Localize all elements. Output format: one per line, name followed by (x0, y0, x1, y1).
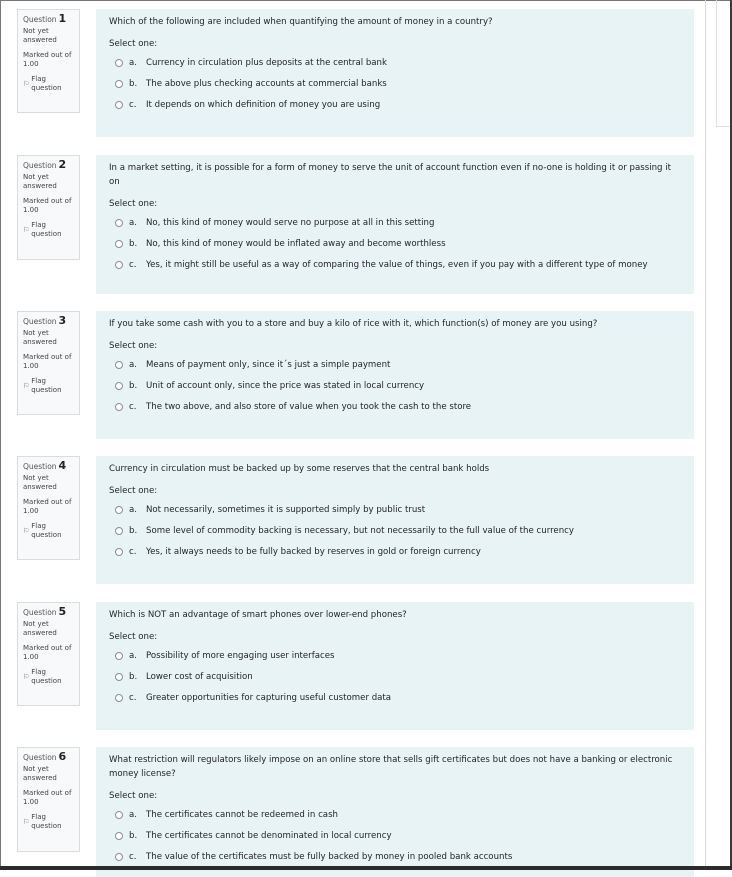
answer-letter: b. (129, 830, 138, 841)
question-content (96, 602, 694, 730)
answer-letter: c. (129, 692, 137, 703)
question-text: What restriction will regulators likely impose on an online store that sells gift certificates but does not have a banking or electronic money license? (109, 755, 673, 779)
radio-button[interactable] (115, 652, 123, 660)
flag-icon[interactable]: ⚐ (23, 672, 30, 681)
answer-option-a[interactable] (109, 212, 681, 233)
answer-text: Not necessarily, sometimes it is supported simply by public trust (146, 504, 426, 515)
answer-text: Unit of account only, since the price was stated in local currency (146, 380, 425, 391)
select-one-prompt: Select one: (109, 39, 158, 49)
question-label: Question (23, 15, 57, 24)
question-number (23, 461, 74, 471)
question-label: Question (23, 608, 57, 617)
answer-options (109, 212, 681, 275)
flag-row[interactable] (23, 813, 74, 831)
radio-button[interactable] (115, 527, 123, 535)
flag-row[interactable] (23, 377, 74, 395)
question-text: If you take some cash with you to a store and buy a kilo of rice with it, which function(s) of money are you using? (109, 319, 598, 329)
question-number (23, 14, 74, 24)
answer-letter: a. (129, 650, 137, 661)
question-num: 2 (58, 158, 67, 171)
question-text: In a market setting, it is possible for a form of money to serve the unit of account function even if no-one is holding it or passing it on (109, 163, 671, 187)
flag-question-link[interactable] (23, 75, 74, 93)
question-number (23, 752, 74, 762)
question-grade: Marked out of 1.00 (23, 789, 72, 806)
select-one-prompt: Select one: (109, 341, 158, 351)
radio-button[interactable] (115, 694, 123, 702)
radio-button[interactable] (115, 403, 123, 411)
flag-icon[interactable]: ⚐ (23, 79, 30, 88)
flag-label[interactable]: Flag question (31, 377, 62, 394)
answer-text: Some level of commodity backing is necessary, but not necessarily to the full value of the currency (146, 525, 574, 536)
answer-letter: c. (129, 851, 137, 862)
question-content (96, 456, 694, 584)
answer-option-b[interactable] (109, 73, 681, 94)
answer-text: No, this kind of money would serve no purpose at all in this setting (146, 217, 435, 228)
question-num: 6 (58, 750, 67, 763)
question-num: 1 (58, 12, 67, 25)
answer-option-b[interactable] (109, 825, 681, 846)
answer-option-b[interactable] (109, 666, 681, 687)
flag-label[interactable]: Flag question (31, 813, 62, 830)
answer-options (109, 645, 681, 708)
question-state: Not yet answered (23, 474, 57, 491)
question-label: Question (23, 462, 57, 471)
answer-text: No, this kind of money would be inflated away and become worthless (146, 238, 446, 249)
radio-button[interactable] (115, 382, 123, 390)
right-divider (705, 0, 706, 870)
question-content (96, 311, 694, 439)
radio-button[interactable] (115, 853, 123, 861)
answer-text: Means of payment only, since it´s just a simple payment (146, 359, 391, 370)
answer-text: Greater opportunities for capturing useful customer data (146, 692, 392, 703)
question-num: 3 (58, 314, 67, 327)
flag-label[interactable]: Flag question (31, 522, 62, 539)
answer-text: Lower cost of acquisition (146, 671, 253, 682)
answer-text: Yes, it might still be useful as a way of comparing the value of things, even if you pay with a different type of money (146, 259, 648, 270)
answer-option-c[interactable] (109, 541, 681, 562)
radio-button[interactable] (115, 261, 123, 269)
radio-button[interactable] (115, 101, 123, 109)
question-info (17, 9, 80, 113)
question-state: Not yet answered (23, 620, 57, 637)
question-number (23, 607, 74, 617)
question-grade: Marked out of 1.00 (23, 644, 72, 661)
question-content (96, 155, 694, 294)
radio-button[interactable] (115, 673, 123, 681)
flag-icon[interactable]: ⚐ (23, 817, 30, 826)
question-label: Question (23, 753, 57, 762)
answer-text: It depends on which definition of money you are using (146, 99, 381, 110)
answer-option-b[interactable] (109, 375, 681, 396)
answer-option-a[interactable] (109, 645, 681, 666)
question-label: Question (23, 317, 57, 326)
answer-letter: b. (129, 238, 138, 249)
select-one-prompt: Select one: (109, 199, 158, 209)
radio-button[interactable] (115, 506, 123, 514)
flag-label[interactable]: Flag question (31, 75, 62, 92)
answer-text: The value of the certificates must be fully backed by money in pooled bank accounts (146, 851, 513, 862)
answer-options (109, 52, 681, 115)
flag-label[interactable]: Flag question (31, 668, 62, 685)
answer-letter: b. (129, 525, 138, 536)
answer-option-c[interactable] (109, 254, 681, 275)
flag-icon[interactable]: ⚐ (23, 381, 30, 390)
question-num: 4 (58, 459, 67, 472)
question-info (17, 602, 80, 706)
answer-option-c[interactable] (109, 846, 681, 867)
question-info (17, 155, 80, 260)
answer-option-b[interactable] (109, 520, 681, 541)
flag-icon[interactable]: ⚐ (23, 225, 30, 234)
answer-letter: a. (129, 217, 137, 228)
radio-button[interactable] (115, 832, 123, 840)
answer-letter: c. (129, 401, 137, 412)
answer-text: The certificates cannot be redeemed in cash (146, 809, 338, 820)
answer-options (109, 804, 681, 867)
flag-question-link[interactable] (23, 221, 74, 239)
flag-row[interactable] (23, 221, 74, 239)
radio-button[interactable] (115, 548, 123, 556)
answer-letter: a. (129, 809, 137, 820)
answer-option-a[interactable] (109, 499, 681, 520)
question-num: 5 (58, 605, 67, 618)
answer-option-a[interactable] (109, 52, 681, 73)
select-one-prompt: Select one: (109, 486, 158, 496)
question-info (17, 311, 80, 415)
question-state: Not yet answered (23, 27, 57, 44)
question-grade: Marked out of 1.00 (23, 498, 72, 515)
answer-text: Currency in circulation plus deposits at the central bank (146, 57, 387, 68)
radio-button[interactable] (115, 219, 123, 227)
answer-letter: a. (129, 57, 137, 68)
answer-options (109, 354, 681, 417)
answer-option-b[interactable] (109, 233, 681, 254)
answer-option-c[interactable] (109, 94, 681, 115)
flag-question-link[interactable] (23, 377, 74, 395)
radio-button[interactable] (115, 80, 123, 88)
radio-button[interactable] (115, 59, 123, 67)
question-grade: Marked out of 1.00 (23, 51, 72, 68)
question-text: Which is NOT an advantage of smart phones over lower-end phones? (109, 610, 407, 620)
answer-option-c[interactable] (109, 396, 681, 417)
answer-options (109, 499, 681, 562)
select-one-prompt: Select one: (109, 791, 158, 801)
answer-text: The above plus checking accounts at commercial banks (146, 78, 387, 89)
flag-row[interactable] (23, 668, 74, 686)
answer-option-a[interactable] (109, 354, 681, 375)
flag-label[interactable]: Flag question (31, 221, 62, 238)
answer-letter: a. (129, 359, 137, 370)
answer-text: The two above, and also store of value when you took the cash to the store (146, 401, 472, 412)
question-text: Currency in circulation must be backed up by some reserves that the central bank holds (109, 464, 490, 474)
answer-option-c[interactable] (109, 687, 681, 708)
flag-question-link[interactable] (23, 522, 74, 540)
answer-letter: c. (129, 99, 137, 110)
answer-letter: b. (129, 78, 138, 89)
answer-letter: c. (129, 546, 137, 557)
select-one-prompt: Select one: (109, 632, 158, 642)
answer-text: Yes, it always needs to be fully backed by reserves in gold or foreign currency (146, 546, 481, 557)
bottom-edge (0, 866, 732, 870)
question-number (23, 160, 74, 170)
answer-option-a[interactable] (109, 804, 681, 825)
answer-letter: a. (129, 504, 137, 515)
radio-button[interactable] (115, 240, 123, 248)
question-info (17, 456, 80, 560)
question-info (17, 747, 80, 852)
answer-letter: b. (129, 671, 138, 682)
flag-row[interactable] (23, 75, 74, 93)
flag-question-link[interactable] (23, 813, 74, 831)
question-state: Not yet answered (23, 173, 57, 190)
answer-letter: b. (129, 380, 138, 391)
question-state: Not yet answered (23, 329, 57, 346)
question-label: Question (23, 161, 57, 170)
flag-icon[interactable]: ⚐ (23, 526, 30, 535)
question-content (96, 747, 694, 877)
question-number (23, 316, 74, 326)
answer-text: Possibility of more engaging user interfaces (146, 650, 335, 661)
flag-row[interactable] (23, 522, 74, 540)
question-content (96, 9, 694, 137)
question-text: Which of the following are included when quantifying the amount of money in a country? (109, 17, 493, 27)
question-grade: Marked out of 1.00 (23, 197, 72, 214)
radio-button[interactable] (115, 811, 123, 819)
question-grade: Marked out of 1.00 (23, 353, 72, 370)
question-state: Not yet answered (23, 765, 57, 782)
answer-text: The certificates cannot be denominated in local currency (146, 830, 392, 841)
answer-letter: c. (129, 259, 137, 270)
flag-question-link[interactable] (23, 668, 74, 686)
radio-button[interactable] (115, 361, 123, 369)
